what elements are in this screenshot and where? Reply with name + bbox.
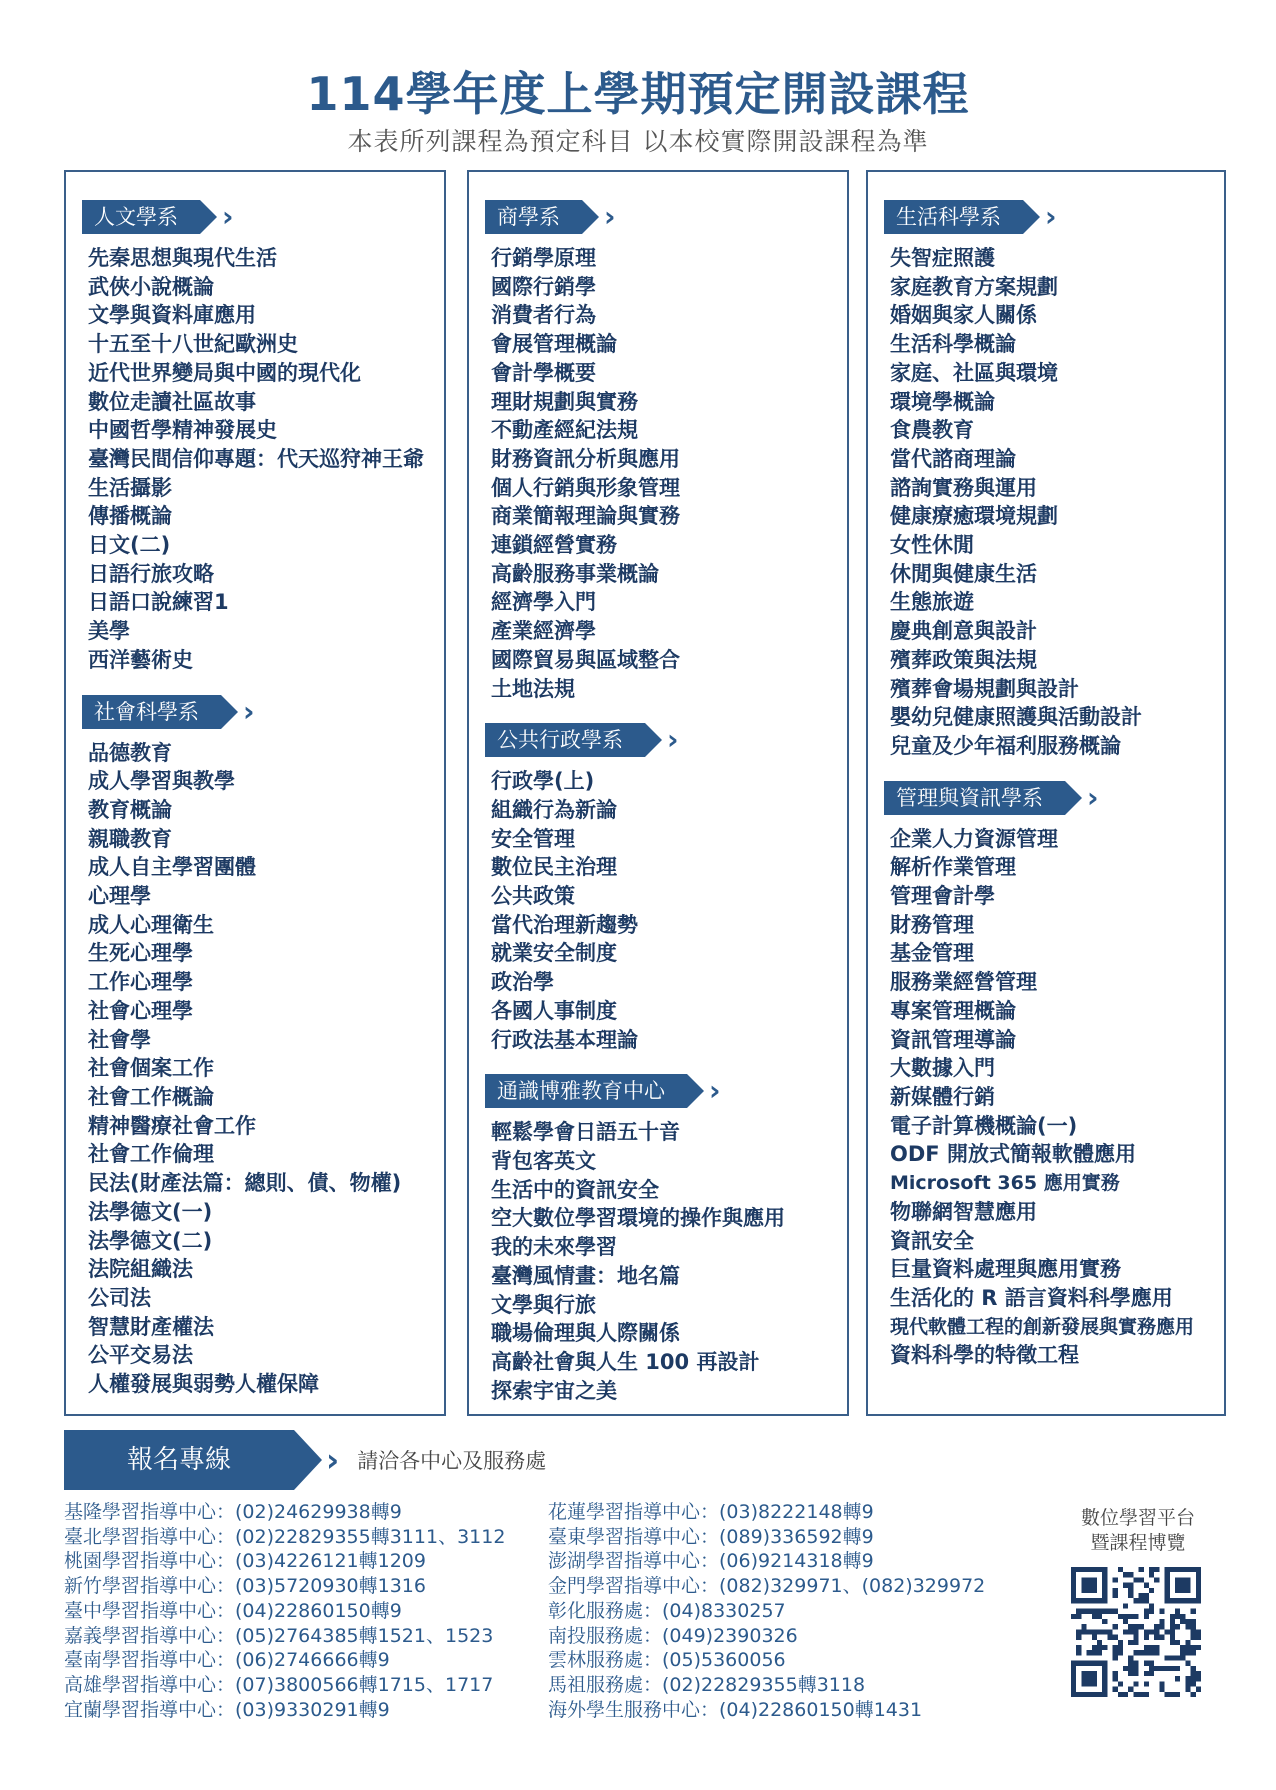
course-item: 法學德文(一) xyxy=(88,1199,213,1224)
contact-item: 雲林服務處：(05)5360056 xyxy=(548,1649,786,1672)
course-item: 現代軟體工程的創新發展與實務應用 xyxy=(890,1315,1195,1338)
course-item: 生活中的資訊安全 xyxy=(491,1177,659,1202)
course-item: 生死心理學 xyxy=(88,941,193,966)
signup-label: 報名專線 xyxy=(64,1430,294,1490)
course-item: 生活科學概論 xyxy=(890,332,1016,357)
department-name: 生活科學系 xyxy=(884,200,1023,234)
course-item: 食農教育 xyxy=(890,418,974,443)
course-item: Microsoft 365 應用實務 xyxy=(890,1172,1120,1195)
course-item: 理財規劃與實務 xyxy=(491,389,638,414)
course-item: 財務管理 xyxy=(890,912,974,937)
department-header xyxy=(82,695,444,729)
course-item: 行政法基本理論 xyxy=(491,1027,638,1052)
contact-item: 馬祖服務處：(02)22829355轉3118 xyxy=(548,1673,866,1696)
qr-caption-line1: 數位學習平台 xyxy=(1080,1507,1195,1529)
department-section xyxy=(868,200,1224,761)
course-item: 職場倫理與人際關係 xyxy=(491,1321,680,1346)
contact-item: 彰化服務處：(04)8330257 xyxy=(548,1599,786,1622)
course-item: 民法(財產法篇：總則、債、物權) xyxy=(88,1171,402,1196)
course-item: 高齡社會與人生 100 再設計 xyxy=(491,1349,760,1374)
course-item: 行銷學原理 xyxy=(491,246,596,270)
course-item: 傳播概論 xyxy=(88,504,172,529)
course-item: 空大數位學習環境的操作與應用 xyxy=(491,1206,785,1231)
course-item: 輕鬆學會日語五十音 xyxy=(491,1120,680,1145)
course-item: 土地法規 xyxy=(491,676,575,701)
course-list xyxy=(868,244,1224,761)
course-item: 財務資訊分析與應用 xyxy=(491,446,680,471)
course-item: 連鎖經營實務 xyxy=(491,533,617,558)
course-item: 基金管理 xyxy=(890,941,974,966)
contacts-list-left xyxy=(64,1500,505,1722)
course-item: 成人自主學習團體 xyxy=(88,855,256,880)
course-item: 企業人力資源管理 xyxy=(890,826,1058,851)
chevron-right-icon: › xyxy=(222,200,234,233)
contact-item: 高雄學習指導中心：(07)3800566轉1715、1717 xyxy=(64,1673,494,1696)
course-item: 各國人事制度 xyxy=(491,998,617,1023)
course-item: 社會工作倫理 xyxy=(88,1142,214,1167)
contact-item: 宜蘭學習指導中心：(03)9330291轉9 xyxy=(64,1698,390,1721)
course-item: 國際貿易與區域整合 xyxy=(491,647,680,672)
qr-caption-line2: 暨課程博覽 xyxy=(1090,1532,1186,1554)
chevron-right-icon: › xyxy=(604,200,616,233)
contact-item: 澎湖學習指導中心：(06)9214318轉9 xyxy=(548,1550,874,1573)
contact-item: 臺北學習指導中心：(02)22829355轉3111、3112 xyxy=(64,1525,506,1548)
department-header xyxy=(884,200,1224,234)
course-item: 新媒體行銷 xyxy=(890,1084,995,1109)
department-name: 人文學系 xyxy=(82,200,200,234)
course-item: 電子計算機概論(一) xyxy=(890,1113,1078,1138)
course-item: 文學與行旅 xyxy=(491,1292,596,1317)
course-item: 法學德文(二) xyxy=(88,1228,213,1253)
chevron-right-icon: › xyxy=(1087,780,1099,814)
signup-note: 請洽各中心及服務處 xyxy=(357,1449,547,1473)
course-item: 健康療癒環境規劃 xyxy=(890,504,1058,529)
course-item: 個人行銷與形象管理 xyxy=(491,475,680,500)
course-item: 公平交易法 xyxy=(88,1343,193,1368)
contact-item: 桃園學習指導中心：(03)4226121轉1209 xyxy=(64,1550,426,1573)
page-title: 114學年度上學期預定開設課程 xyxy=(306,67,970,121)
course-item: 大數據入門 xyxy=(890,1056,995,1081)
qr-code-icon[interactable] xyxy=(1071,1567,1201,1697)
course-item: 日文(二) xyxy=(88,533,171,558)
course-list xyxy=(469,1118,847,1405)
course-item: 高齡服務事業概論 xyxy=(491,561,659,586)
course-item: 休閒與健康生活 xyxy=(890,561,1037,586)
course-item: 數位民主治理 xyxy=(491,855,617,880)
contact-item: 海外學生服務中心：(04)22860150轉1431 xyxy=(548,1698,923,1721)
chevron-right-icon: › xyxy=(1045,200,1057,233)
course-item: 先秦思想與現代生活 xyxy=(88,246,277,270)
department-section xyxy=(469,723,847,1054)
course-item: 消費者行為 xyxy=(491,303,596,328)
course-item: 嬰幼兒健康照護與活動設計 xyxy=(890,705,1142,730)
course-item: 背包客英文 xyxy=(491,1148,596,1173)
department-section xyxy=(469,200,847,703)
course-item: 西洋藝術史 xyxy=(88,647,193,672)
department-section xyxy=(66,200,444,675)
course-item: 物聯網智慧應用 xyxy=(890,1199,1037,1224)
course-item: 資訊管理導論 xyxy=(890,1027,1016,1052)
course-item: 日語口說練習1 xyxy=(88,590,229,615)
contact-item: 新竹學習指導中心：(03)5720930轉1316 xyxy=(64,1575,426,1598)
department-section xyxy=(868,781,1224,1370)
course-list xyxy=(868,825,1224,1370)
course-item: 工作心理學 xyxy=(88,970,193,995)
course-item: 人權發展與弱勢人權保障 xyxy=(88,1372,319,1397)
course-item: 組織行為新論 xyxy=(491,797,617,822)
course-item: 當代諮商理論 xyxy=(890,446,1016,471)
course-item: 生活化的 R 語言資料科學應用 xyxy=(890,1285,1173,1310)
contact-item: 金門學習指導中心：(082)329971、(082)329972 xyxy=(548,1575,986,1598)
course-item: 解析作業管理 xyxy=(890,855,1016,880)
course-item: 中國哲學精神發展史 xyxy=(88,418,277,443)
course-item: 行政學(上) xyxy=(491,769,595,794)
course-item: 教育概論 xyxy=(88,797,172,822)
course-item: 安全管理 xyxy=(491,826,575,851)
course-item: 資料科學的特徵工程 xyxy=(890,1343,1079,1368)
course-item: 會計學概要 xyxy=(491,360,596,385)
signup-section xyxy=(64,1430,546,1490)
course-item: 親職教育 xyxy=(88,826,172,851)
course-item: 殯葬會場規劃與設計 xyxy=(890,676,1079,701)
course-item: 政治學 xyxy=(491,970,554,995)
course-item: 家庭教育方案規劃 xyxy=(890,274,1058,299)
contact-item: 臺中學習指導中心：(04)22860150轉9 xyxy=(64,1599,402,1622)
course-item: 慶典創意與設計 xyxy=(890,619,1037,644)
department-header xyxy=(82,200,444,234)
course-item: 近代世界變局與中國的現代化 xyxy=(88,360,361,385)
course-item: 臺灣民間信仰專題：代天巡狩神王爺 xyxy=(88,446,424,471)
department-section xyxy=(66,695,444,1399)
course-item: 公司法 xyxy=(88,1285,151,1310)
contacts-list-right xyxy=(548,1500,985,1722)
department-header xyxy=(884,781,1224,815)
course-item: 失智症照護 xyxy=(890,246,995,270)
department-section xyxy=(469,1074,847,1405)
chevron-right-icon: › xyxy=(326,1441,340,1479)
contact-item: 臺東學習指導中心：(089)336592轉9 xyxy=(548,1525,874,1548)
course-item: 生態旅遊 xyxy=(890,590,974,615)
course-column-1 xyxy=(64,170,446,1416)
course-item: 生活攝影 xyxy=(88,475,172,500)
course-item: 法院組織法 xyxy=(88,1257,193,1282)
chevron-right-icon: › xyxy=(709,1074,721,1108)
course-item: 諮詢實務與運用 xyxy=(890,475,1037,500)
course-column-2 xyxy=(467,170,849,1416)
course-item: 資訊安全 xyxy=(890,1228,974,1253)
course-item: 巨量資料處理與應用實務 xyxy=(890,1257,1121,1282)
course-item: 成人心理衛生 xyxy=(88,912,214,937)
course-item: 當代治理新趨勢 xyxy=(491,912,638,937)
course-item: 服務業經營管理 xyxy=(890,970,1037,995)
course-item: 不動產經紀法規 xyxy=(491,418,638,443)
course-list xyxy=(66,739,444,1399)
contact-item: 嘉義學習指導中心：(05)2764385轉1521、1523 xyxy=(64,1624,494,1647)
course-item: 美學 xyxy=(88,619,130,644)
course-item: 智慧財產權法 xyxy=(88,1314,214,1339)
course-list xyxy=(469,767,847,1054)
course-item: 國際行銷學 xyxy=(491,274,596,299)
contact-item: 基隆學習指導中心：(02)24629938轉9 xyxy=(64,1501,402,1523)
course-item: 經濟學入門 xyxy=(491,590,596,615)
department-name: 商學系 xyxy=(485,200,582,234)
department-name: 管理與資訊學系 xyxy=(884,781,1065,815)
course-item: 兒童及少年福利服務概論 xyxy=(890,733,1121,758)
course-item: 就業安全制度 xyxy=(491,941,617,966)
course-item: 十五至十八世紀歐洲史 xyxy=(88,332,298,357)
contact-item: 花蓮學習指導中心：(03)8222148轉9 xyxy=(548,1501,874,1523)
department-name: 通識博雅教育中心 xyxy=(485,1074,687,1108)
department-name: 公共行政學系 xyxy=(485,723,645,757)
course-item: 日語行旅攻略 xyxy=(88,561,214,586)
contact-item: 臺南學習指導中心：(06)2746666轉9 xyxy=(64,1649,390,1672)
chevron-right-icon: › xyxy=(243,694,255,728)
course-item: 精神醫療社會工作 xyxy=(88,1113,256,1138)
course-list xyxy=(66,244,444,675)
course-item: 武俠小說概論 xyxy=(88,274,214,299)
course-item: 會展管理概論 xyxy=(491,332,617,357)
course-item: 社會工作概論 xyxy=(88,1084,214,1109)
course-column-3 xyxy=(866,170,1226,1416)
course-item: 成人學習與教學 xyxy=(88,769,235,794)
course-item: 公共政策 xyxy=(491,884,575,909)
course-item: 社會心理學 xyxy=(88,998,193,1023)
course-item: 婚姻與家人關係 xyxy=(890,303,1037,328)
contact-item: 南投服務處：(049)2390326 xyxy=(548,1624,798,1647)
course-item: 產業經濟學 xyxy=(491,619,596,644)
course-item: 管理會計學 xyxy=(890,884,995,909)
department-header xyxy=(485,723,847,757)
course-item: 社會個案工作 xyxy=(88,1056,214,1081)
course-item: 文學與資料庫應用 xyxy=(88,303,256,328)
department-name: 社會科學系 xyxy=(82,695,221,729)
course-item: 環境學概論 xyxy=(890,389,995,414)
page-subtitle: 本表所列課程為預定科目 以本校實際開設課程為準 xyxy=(347,127,929,156)
course-item: 殯葬政策與法規 xyxy=(890,647,1037,672)
course-list xyxy=(469,244,847,703)
course-item: 品德教育 xyxy=(88,740,172,765)
course-item: 臺灣風情畫：地名篇 xyxy=(491,1263,680,1288)
department-header xyxy=(485,1074,847,1108)
course-item: 探索宇宙之美 xyxy=(491,1378,617,1403)
course-item: 心理學 xyxy=(88,884,151,909)
course-item: 女性休閒 xyxy=(890,533,974,558)
department-header xyxy=(485,200,847,234)
course-item: 商業簡報理論與實務 xyxy=(491,504,680,529)
qr-caption xyxy=(1058,1506,1218,1556)
course-item: 專案管理概論 xyxy=(890,998,1016,1023)
course-item: 家庭、社區與環境 xyxy=(890,360,1058,385)
course-item: ODF 開放式簡報軟體應用 xyxy=(890,1142,1136,1167)
course-item: 數位走讀社區故事 xyxy=(88,389,256,414)
course-item: 社會學 xyxy=(88,1027,151,1052)
chevron-right-icon: › xyxy=(667,723,679,757)
course-item: 我的未來學習 xyxy=(491,1235,617,1260)
